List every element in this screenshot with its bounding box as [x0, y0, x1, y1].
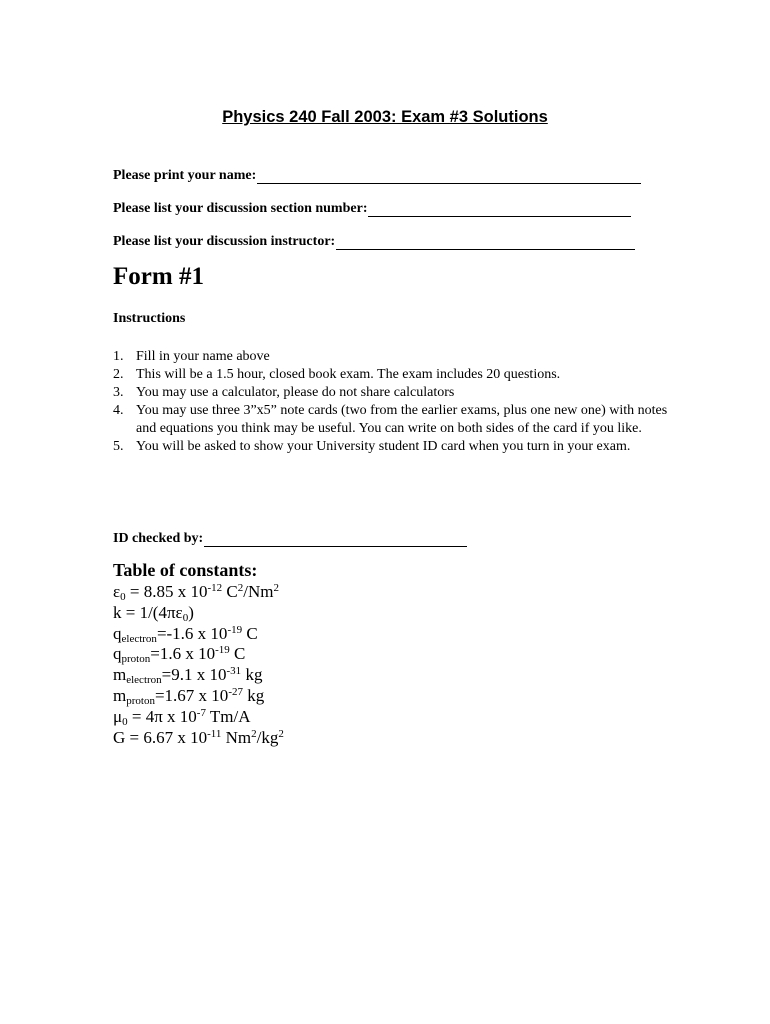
- instructions-heading: Instructions: [113, 311, 186, 326]
- list-item: [113, 402, 673, 438]
- value: = 4π x 10: [127, 706, 197, 726]
- list-item-text: You may use three 3”x5” note cards (two from the earlier exams, plus one new one) with notes and equations you think may be useful. You can write on both sides of the card if you like.: [136, 403, 668, 436]
- id-checked-label: ID checked by:: [113, 531, 204, 546]
- constant-m-proton: [113, 686, 284, 707]
- exponent: -12: [207, 582, 223, 594]
- list-item-number: 5.: [113, 439, 124, 454]
- value: =9.1 x 10: [161, 665, 227, 685]
- instructor-label: Please list your discussion instructor:: [113, 234, 336, 249]
- form-heading: Form #1: [113, 263, 204, 290]
- list-item-text: You may use a calculator, please do not share calculators: [136, 385, 455, 400]
- value: ): [188, 602, 194, 622]
- page-title: Physics 240 Fall 2003: Exam #3 Solutions: [222, 108, 548, 126]
- unit: kg: [242, 685, 265, 705]
- constants-table: [113, 582, 284, 748]
- unit-exponent: 2: [273, 582, 279, 594]
- value: =-1.6 x 10: [156, 623, 228, 643]
- list-item-number: 2.: [113, 367, 124, 382]
- exponent: -11: [207, 727, 222, 740]
- symbol: m: [113, 665, 127, 685]
- list-item: [113, 384, 673, 402]
- list-item: [113, 348, 673, 366]
- exponent: -27: [228, 685, 243, 698]
- list-item: [113, 438, 673, 456]
- subscript: proton: [126, 694, 155, 707]
- unit: Tm/A: [205, 706, 251, 726]
- subscript: 0: [120, 591, 126, 603]
- constant-mu0: [113, 707, 284, 728]
- value: =1.6 x 10: [150, 644, 216, 664]
- unit: Nm: [221, 727, 252, 747]
- symbol: q: [113, 644, 122, 664]
- value: G = 6.67 x 10: [113, 727, 208, 747]
- section-label: Please list your discussion section number:: [113, 201, 368, 216]
- exponent: -19: [227, 623, 243, 636]
- unit-exponent: 2: [251, 727, 257, 740]
- subscript: electron: [126, 674, 162, 687]
- instructor-blank-line[interactable]: [336, 234, 635, 250]
- instructions-list: [113, 348, 673, 456]
- symbol: m: [113, 685, 127, 705]
- unit: kg: [241, 665, 263, 685]
- id-checked-blank-line[interactable]: [204, 531, 467, 547]
- instructor-field: [113, 230, 635, 250]
- unit: /kg: [256, 727, 279, 747]
- constant-k: [113, 603, 284, 624]
- subscript: electron: [121, 632, 157, 645]
- constants-heading: Table of constants:: [113, 560, 258, 580]
- id-checked-field: [113, 527, 467, 547]
- unit: C: [229, 644, 246, 664]
- name-label: Please print your name:: [113, 168, 257, 183]
- list-item-text: You will be asked to show your University student ID card when you turn in your exam.: [136, 439, 631, 454]
- unit-exponent: 2: [278, 727, 284, 740]
- exponent: -7: [196, 706, 206, 719]
- constant-m-electron: [113, 665, 284, 686]
- name-blank-line[interactable]: [257, 168, 641, 184]
- list-item-number: 3.: [113, 385, 124, 400]
- constant-G: [113, 728, 284, 749]
- symbol: ε: [113, 582, 121, 601]
- constant-epsilon0: [113, 582, 284, 603]
- list-item-text: Fill in your name above: [136, 349, 270, 364]
- symbol: q: [113, 623, 122, 643]
- value: k = 1/(4πε: [113, 602, 183, 622]
- constant-q-electron: [113, 624, 284, 645]
- list-item: [113, 366, 673, 384]
- list-item-text: This will be a 1.5 hour, closed book exam. The exam includes 20 questions.: [136, 367, 561, 382]
- value: = 8.85 x 10: [125, 582, 208, 601]
- unit-exponent: 2: [237, 582, 244, 594]
- section-blank-line[interactable]: [368, 201, 631, 217]
- exponent: -31: [226, 665, 242, 678]
- name-field: [113, 164, 641, 184]
- subscript: 0: [182, 611, 189, 624]
- subscript: 0: [122, 715, 128, 728]
- subscript: proton: [121, 653, 151, 666]
- exponent: -19: [215, 644, 230, 657]
- list-item-number: 1.: [113, 349, 124, 364]
- symbol: μ: [113, 706, 123, 726]
- unit: C: [222, 582, 238, 601]
- value: =1.67 x 10: [154, 685, 229, 705]
- unit: /Nm: [243, 582, 274, 601]
- constant-q-proton: [113, 644, 284, 665]
- unit: C: [242, 623, 258, 643]
- list-item-number: 4.: [113, 403, 124, 418]
- section-field: [113, 197, 631, 217]
